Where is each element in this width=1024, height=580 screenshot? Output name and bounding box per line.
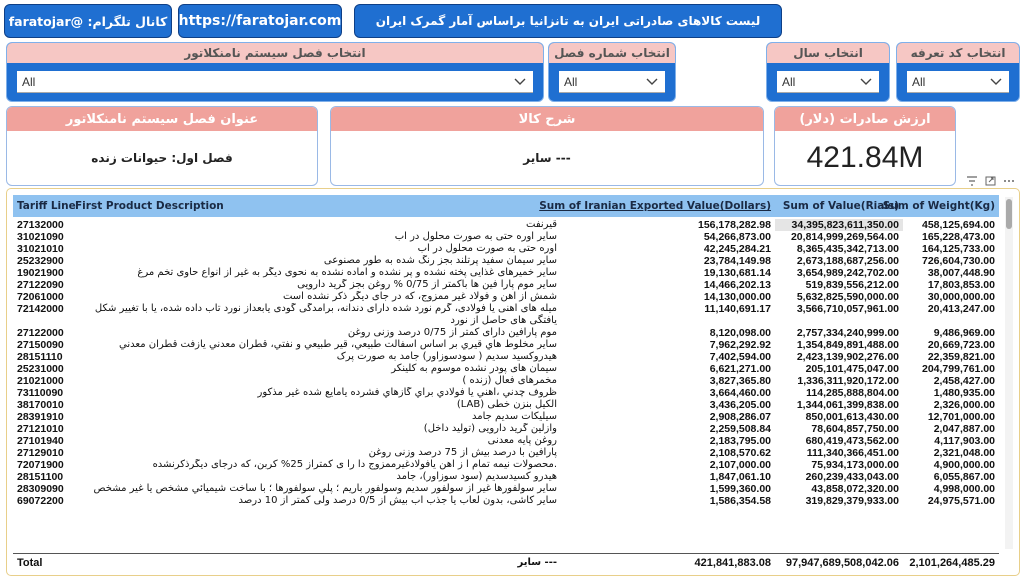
table-row[interactable]	[13, 399, 999, 411]
total-description: --- سایر	[517, 557, 557, 568]
cell-description: اوره حتی به صورت محلول در آب	[417, 243, 557, 254]
cell-tariff-line: 27101940	[17, 435, 64, 447]
cell-tariff-line: 27122000	[17, 327, 64, 339]
table-row[interactable]	[13, 303, 999, 327]
cell-description: قیرنفت	[526, 219, 557, 230]
table-vertical-scrollbar[interactable]	[1005, 197, 1013, 549]
chevron-down-icon	[989, 74, 1003, 88]
table-row[interactable]	[13, 327, 999, 339]
cell-dollars: 11,140,691.17	[704, 303, 771, 315]
table-row[interactable]	[13, 363, 999, 375]
slicer-value: All	[564, 74, 578, 89]
cell-rials: 75,934,173,000.00	[811, 459, 899, 471]
total-label: Total	[17, 556, 43, 569]
chevron-down-icon	[859, 74, 873, 88]
cell-tariff-line: 38170010	[17, 399, 64, 411]
card-label: شرح کالا	[331, 107, 763, 131]
cell-weight: 9,486,969.00	[933, 327, 995, 339]
table-row[interactable]	[13, 339, 999, 351]
cell-dollars: 1,599,360.00	[709, 483, 771, 495]
cell-description: سایر موم پارا فین ها باکمتر از 0/75 % روغن بجز گرید دارویی	[297, 279, 557, 290]
cell-rials: 260,239,433,043.00	[805, 471, 899, 483]
cell-tariff-line: 28391910	[17, 411, 64, 423]
cell-rials: 850,001,613,430.00	[805, 411, 899, 423]
cell-dollars: 14,130,000.00	[703, 291, 771, 303]
cell-tariff-line: 31021010	[17, 243, 64, 255]
cell-weight: 164,125,733.00	[922, 243, 995, 255]
cell-tariff-line: 28151110	[17, 351, 63, 363]
telegram-channel-label: کانال تلگرام: @faratojar	[8, 13, 168, 29]
cell-description: سایر سیمان سفید پرتلند بجز رنگ شده به طور مصنوعی	[323, 255, 557, 266]
table-row[interactable]	[13, 351, 999, 363]
cell-tariff-line: 25232900	[17, 255, 64, 267]
table-header	[13, 195, 999, 217]
cell-rials: 519,839,556,212.00	[805, 279, 899, 291]
cell-tariff-line: 19021900	[17, 267, 64, 279]
table-row[interactable]	[13, 471, 999, 483]
cell-dollars: 14,466,202.13	[703, 279, 771, 291]
cell-description: هيدروکسيد سديم ( سودسوزآور) جامد به صورت پرک	[336, 351, 557, 362]
export-value-card	[774, 106, 956, 186]
cell-description: مخمرهای فعال (زنده )	[462, 375, 557, 386]
table-row[interactable]	[13, 459, 999, 471]
card-label: ارزش صادرات (دلار)	[775, 107, 955, 131]
telegram-channel-button[interactable]	[4, 4, 172, 38]
cell-rials: 1,336,311,920,172.00	[797, 375, 899, 387]
cell-dollars: 2,107,000.00	[709, 459, 771, 471]
cell-rials: 78,604,857,750.00	[811, 423, 899, 435]
cell-rials: 34,395,823,611,350.00	[775, 219, 903, 231]
cell-description: میله های آهنی یا فولادی، گرم نورد شده دارای دندانه، برامدگی گودی یابعداز نورد تاب داده شده، یا با تغییر شکل یافتگی های حاصل از نورد	[94, 303, 557, 326]
cell-dollars: 3,436,205.00	[709, 399, 771, 411]
slicer-title: انتخاب سال	[767, 43, 889, 63]
chevron-down-icon	[645, 74, 659, 88]
cell-dollars: 7,962,292.92	[709, 339, 771, 351]
cell-dollars: 3,664,460.00	[709, 387, 771, 399]
filter-icon[interactable]	[966, 176, 978, 186]
cell-tariff-line: 27132000	[17, 219, 64, 231]
cell-description: سایر کاشی، بدون لعاب یا جذب آب بیش از 0/5 درصد ولی کمتر از 10 درصد	[238, 495, 557, 506]
cell-description: سایر خمیرهای غذایی پخته نشده و پر نشده و آماده نشده به نحوی دیگر به غیر از انواع حاوی تخم مرغ	[137, 267, 557, 278]
cell-tariff-line: 72061000	[17, 291, 64, 303]
goods-description-card	[330, 106, 764, 186]
cell-rials: 8,365,435,342,713.00	[796, 243, 899, 255]
cell-weight: 12,701,000.00	[927, 411, 995, 423]
cell-weight: 6,055,867.00	[933, 471, 995, 483]
slicer-dropdown[interactable]	[777, 71, 879, 93]
slicer-title: انتخاب کد تعرفه	[897, 43, 1019, 63]
cell-weight: 22,359,821.00	[927, 351, 995, 363]
cell-dollars: 1,586,354.58	[709, 495, 771, 507]
cell-weight: 4,998,000.00	[933, 483, 995, 495]
cell-weight: 458,125,694.00	[922, 219, 995, 231]
cell-dollars: 7,402,594.00	[709, 351, 771, 363]
cell-tariff-line: 25231000	[17, 363, 64, 375]
cell-description: سیلیکات سدیم جامد	[472, 411, 557, 422]
cell-description: سایر مخلوط هاي قيري بر اساس آسفالت طبيعي، قير طبيعي و نفتي، قطران معدني يازفت قطران معدني	[119, 339, 557, 350]
exports-table[interactable]	[6, 188, 1020, 576]
report-title: لیست کالاهای صادراتی ایران به تانزانیا براساس آمار گمرک ایران	[375, 14, 761, 28]
table-row[interactable]	[13, 231, 999, 243]
report-title-banner	[354, 4, 782, 38]
cell-rials: 2,757,334,240,999.00	[796, 327, 899, 339]
cell-tariff-line: 28309090	[17, 483, 64, 495]
cell-description: ظروف چدني ،آهني يا فولادي براي گازهاي فشرده يامايع شده غير مذکور	[257, 387, 557, 398]
cell-description: موم پارافین دارای کمتر از 0/75 درصد وزنی روغن	[347, 327, 557, 338]
cell-description: پارافین با درصد بیش از 75 درصد وزنی روغن	[368, 447, 557, 458]
more-options-icon[interactable]	[1003, 178, 1015, 184]
cell-rials: 3,566,710,057,961.00	[796, 303, 899, 315]
cell-description: روغن پایه معدنی	[487, 435, 557, 446]
cell-tariff-line: 27122090	[17, 279, 64, 291]
column-header-dollars[interactable]: Sum of Iranian Exported Value(Dollars)	[539, 200, 771, 212]
cell-weight: 726,604,730.00	[922, 255, 995, 267]
slicer-dropdown[interactable]	[907, 71, 1009, 93]
cell-weight: 17,803,853.00	[927, 279, 995, 291]
table-row[interactable]	[13, 447, 999, 459]
cell-rials: 20,814,999,269,564.00	[790, 231, 899, 243]
scrollbar-thumb[interactable]	[1006, 199, 1012, 229]
column-header-rials[interactable]: Sum of Value(Rials)	[782, 200, 899, 212]
table-row[interactable]	[13, 267, 999, 279]
slicer-chapter-number[interactable]	[548, 42, 676, 102]
cell-weight: 165,228,473.00	[922, 231, 995, 243]
cell-dollars: 6,621,271.00	[709, 363, 771, 375]
column-header-description[interactable]: First Product Description	[75, 200, 224, 212]
slicer-dropdown[interactable]	[17, 71, 533, 93]
slicer-nomenclature-chapter[interactable]	[6, 42, 544, 102]
cell-dollars: 3,827,365.80	[709, 375, 771, 387]
table-row[interactable]	[13, 411, 999, 423]
slicer-year[interactable]	[766, 42, 890, 102]
cell-rials: 2,673,188,687,256.00	[796, 255, 899, 267]
chapter-title-card	[6, 106, 318, 186]
cell-tariff-line: 31021090	[17, 231, 64, 243]
cell-weight: 2,047,887.00	[933, 423, 995, 435]
cell-description: وازلین گرید دارویی (تولید داخل)	[423, 423, 557, 434]
cell-weight: 38,007,448.90	[927, 267, 995, 279]
table-row[interactable]	[13, 279, 999, 291]
cell-dollars: 2,108,570.62	[709, 447, 771, 459]
cell-weight: 20,413,247.00	[927, 303, 995, 315]
cell-rials: 319,829,379,933.00	[805, 495, 899, 507]
column-header-weight[interactable]: Sum of Weight(Kg)	[882, 200, 995, 212]
cell-weight: 2,458,427.00	[933, 375, 995, 387]
cell-weight: 2,321,048.00	[933, 447, 995, 459]
cell-description: هیدرو کسیدسدیم (سود سوزآور)، جامد	[396, 471, 557, 482]
cell-rials: 2,423,139,902,276.00	[796, 351, 899, 363]
total-dollars: 421,841,883.08	[694, 556, 771, 569]
cell-dollars: 2,183,795.00	[709, 435, 771, 447]
cell-rials: 111,340,366,451.00	[806, 447, 899, 459]
card-value: 421.84M	[806, 141, 924, 174]
cell-weight: 204,799,761.00	[922, 363, 995, 375]
cell-dollars: 156,178,282.98	[698, 219, 771, 231]
cell-weight: 4,117,903.00	[934, 435, 995, 447]
table-row[interactable]	[13, 483, 999, 495]
card-value: --- سایر	[523, 151, 571, 165]
cell-dollars: 19,130,681.14	[703, 267, 771, 279]
chevron-down-icon	[513, 74, 527, 88]
cell-tariff-line: 28151100	[17, 471, 64, 483]
cell-tariff-line: 27150090	[17, 339, 64, 351]
cell-dollars: 42,245,284.21	[703, 243, 771, 255]
cell-dollars: 54,266,873.00	[703, 231, 771, 243]
cell-description: الکیل بنزن خطی (LAB)	[456, 399, 557, 410]
cell-rials: 3,654,989,242,702.00	[796, 267, 899, 279]
slicer-title: انتخاب فصل سیستم نامنکلاتور	[7, 43, 543, 63]
cell-weight: 24,975,571.00	[927, 495, 995, 507]
table-body	[13, 219, 999, 551]
table-row[interactable]	[13, 435, 999, 447]
cell-description: سایر اوره حتی به صورت محلول در آب	[394, 231, 557, 242]
card-label: عنوان فصل سیستم نامنکلاتور	[7, 107, 317, 131]
cell-tariff-line: 27121010	[17, 423, 64, 435]
cell-dollars: 1,847,061.10	[709, 471, 771, 483]
table-total-row	[13, 553, 999, 571]
cell-tariff-line: 73110090	[17, 387, 64, 399]
cell-rials: 5,632,825,590,000.00	[796, 291, 899, 303]
cell-tariff-line: 69072200	[17, 495, 64, 507]
cell-rials: 1,354,849,891,488.00	[796, 339, 899, 351]
cell-weight: 30,000,000.00	[927, 291, 995, 303]
cell-dollars: 8,120,098.00	[709, 327, 771, 339]
slicer-dropdown[interactable]	[559, 71, 665, 93]
slicer-value: All	[782, 74, 796, 89]
card-value: فصل اول: حیوانات زنده	[91, 151, 233, 165]
cell-weight: 1,480,935.00	[933, 387, 995, 399]
slicer-tariff-code[interactable]	[896, 42, 1020, 102]
website-link-label: https://faratojar.com	[178, 13, 342, 29]
table-row[interactable]	[13, 219, 999, 231]
slicer-title: انتخاب شماره فصل	[549, 43, 675, 63]
table-row[interactable]	[13, 423, 999, 435]
cell-description: .محصولات نیمه تمام ا ز آهن یافولادغیرممزوج دا را ی کمتراز 25% کربن، که درجای دیگرذکرنشده	[152, 459, 557, 470]
cell-description: شمش از آهن و فولاد غیر ممزوج، که در جای دیگر ذکر نشده است	[282, 291, 557, 302]
cell-dollars: 23,784,149.98	[703, 255, 771, 267]
column-header-tariff-line[interactable]: Tariff Line	[17, 200, 76, 212]
cell-dollars: 2,259,508.84	[709, 423, 771, 435]
cell-weight: 4,900,000.00	[933, 459, 995, 471]
cell-weight: 2,326,000.00	[933, 399, 995, 411]
cell-rials: 680,419,473,562.00	[805, 435, 899, 447]
cell-description: سایر سولفورها غیر از سولفور سدیم وسولفور باریم ؛ پلي سولفورها ؛ با ساخت شيميائي مشخص يا غير مشخص	[93, 483, 557, 494]
cell-weight: 20,669,723.00	[927, 339, 995, 351]
cell-tariff-line: 21021000	[17, 375, 64, 387]
table-row[interactable]	[13, 387, 999, 399]
cell-rials: 43,858,072,320.00	[811, 483, 899, 495]
slicer-value: All	[912, 74, 926, 89]
cell-tariff-line: 27129010	[17, 447, 64, 459]
cell-dollars: 2,908,286.07	[709, 411, 771, 423]
cell-tariff-line: 72071900	[17, 459, 64, 471]
cell-rials: 114,285,888,804.00	[806, 387, 899, 399]
table-row[interactable]	[13, 255, 999, 267]
total-weight: 2,101,264,485.29	[909, 556, 995, 569]
cell-rials: 1,344,061,399,838.00	[796, 399, 899, 411]
focus-mode-icon[interactable]	[985, 176, 996, 186]
table-row[interactable]	[13, 243, 999, 255]
total-rials: 97,947,689,508,042.06	[785, 556, 899, 569]
slicer-value: All	[22, 74, 36, 89]
website-link-button[interactable]	[178, 4, 342, 38]
cell-tariff-line: 72142000	[17, 303, 64, 315]
table-row[interactable]	[13, 375, 999, 387]
table-row[interactable]	[13, 291, 999, 303]
table-row[interactable]	[13, 495, 999, 507]
cell-description: سیمان های پودر نشده موسوم به کلینکر	[391, 363, 557, 374]
cell-rials: 205,101,475,047.00	[805, 363, 899, 375]
